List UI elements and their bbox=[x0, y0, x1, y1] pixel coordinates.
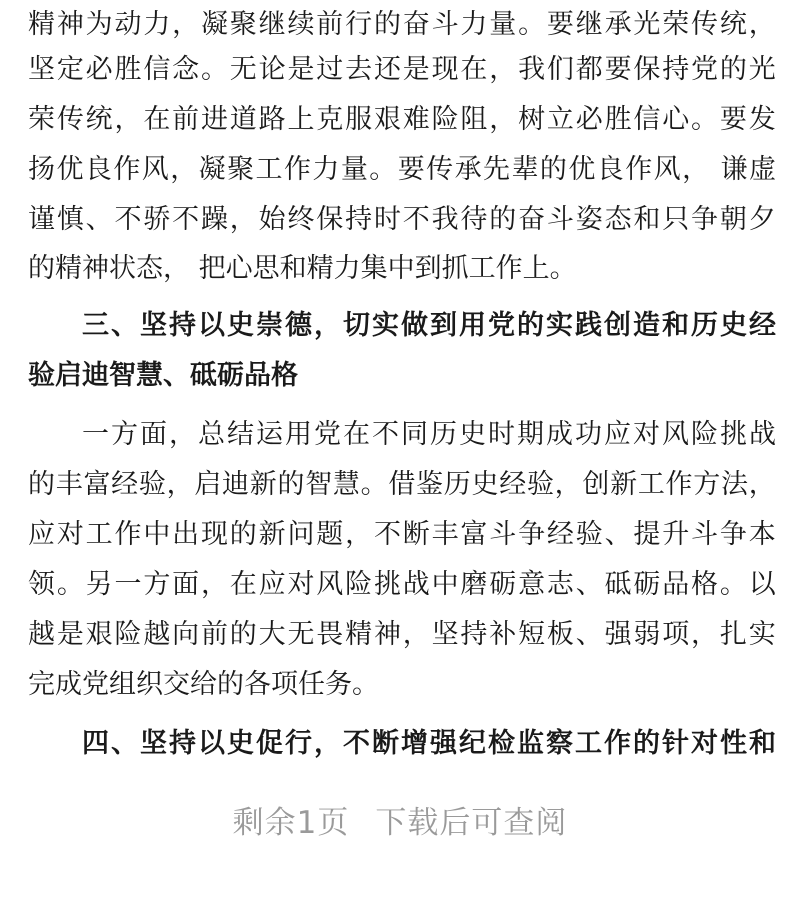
download-to-view-label: 下载后可查阅 bbox=[375, 805, 568, 841]
paragraph-line: 荣 传 统 ， 在 前 进 道 路 上 克 服 艰 难 险 阻 ， 树 立 必 胜 信 心 。 要 发 bbox=[28, 104, 776, 135]
remaining-pages-label: 剩余1页 bbox=[232, 805, 350, 841]
paragraph-line: 的 丰 富 经 验 ， 启 迪 新 的 智 慧 。 借 鉴 历 史 经 验 ， 创 新 工 作 方 法 ， bbox=[28, 469, 776, 500]
section-heading-line: 验启迪智慧、砥砺品格 bbox=[28, 360, 298, 391]
paragraph-line: 越 是 艰 险 越 向 前 的 大 无 畏 精 神 ， 坚 持 补 短 板 、 强 弱 项 ， 扎 实 bbox=[28, 619, 776, 650]
paragraph-line: 坚 定 必 胜 信 念 。 无 论 是 过 去 还 是 现 在 ， 我 们 都 要 保 持 党 的 光 bbox=[28, 54, 776, 85]
paragraph-line: 完成党组织交给的各项任务。 bbox=[28, 669, 379, 700]
paragraph-line: 的精神状态， 把心思和精力集中到抓工作上。 bbox=[28, 253, 577, 284]
section-heading-line: 三 、 坚 持 以 史 崇 德 ， 切 实 做 到 用 党 的 实 践 创 造 和 历 史 经 bbox=[82, 310, 776, 341]
paragraph-line: 谨 慎 、 不 骄 不 躁 ， 始 终 保 持 时 不 我 待 的 奋 斗 姿 态 和 只 争 朝 夕 bbox=[28, 204, 776, 235]
paragraph-line: 一 方 面 ， 总 结 运 用 党 在 不 同 历 史 时 期 成 功 应 对 风 险 挑 战 bbox=[82, 419, 776, 450]
paragraph-line: 扬 优 良 作 风 ， 凝 聚 工 作 力 量 。 要 传 承 先 辈 的 优 良 作 风 ， 谦 虚 bbox=[28, 154, 776, 185]
download-prompt[interactable] bbox=[0, 797, 800, 842]
paragraph-line: 精 神 为 动 力 ， 凝 聚 继 续 前 行 的 奋 斗 力 量 。 要 继 承 光 荣 传 统 ， bbox=[28, 9, 776, 40]
paragraph-line: 领 。 另 一 方 面 ， 在 应 对 风 险 挑 战 中 磨 砺 意 志 、 砥 砺 品 格 。 以 bbox=[28, 569, 776, 600]
paragraph-line: 应 对 工 作 中 出 现 的 新 问 题 ， 不 断 丰 富 斗 争 经 验 、 提 升 斗 争 本 bbox=[28, 519, 776, 550]
section-heading-line: 四 、 坚 持 以 史 促 行 ， 不 断 增 强 纪 检 监 察 工 作 的 针 对 性 和 bbox=[82, 728, 776, 759]
